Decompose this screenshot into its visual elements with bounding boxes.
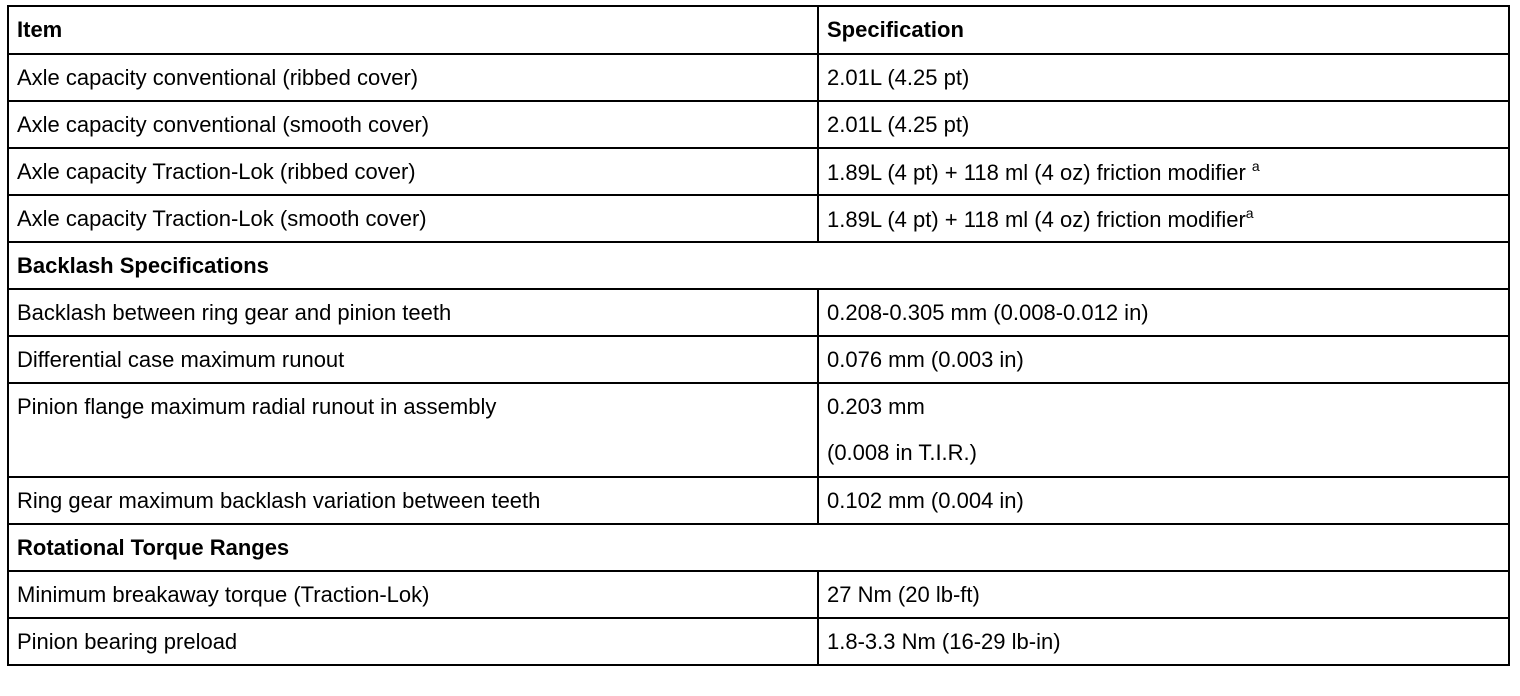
item-cell: Minimum breakaway torque (Traction-Lok): [8, 571, 818, 618]
item-cell: Axle capacity conventional (ribbed cover): [8, 54, 818, 101]
item-cell: Axle capacity Traction-Lok (smooth cover): [8, 195, 818, 242]
table-row: [8, 618, 1509, 665]
spec-text: 0.203 mm: [827, 394, 925, 419]
spec-text: 1.89L (4 pt) + 118 ml (4 oz) friction modifier: [827, 206, 1246, 232]
table-row: [8, 54, 1509, 101]
spec-cell: 1.8-3.3 Nm (16-29 lb-in): [818, 618, 1509, 665]
spec-cell: 0.076 mm (0.003 in): [818, 336, 1509, 383]
spec-text-secondary: (0.008 in T.I.R.): [827, 440, 977, 465]
table-row: [8, 195, 1509, 242]
item-cell: Differential case maximum runout: [8, 336, 818, 383]
column-header-specification: Specification: [818, 6, 1509, 54]
spec-cell: 27 Nm (20 lb-ft): [818, 571, 1509, 618]
item-cell: Axle capacity conventional (smooth cover): [8, 101, 818, 148]
spec-cell: 2.01L (4.25 pt): [818, 101, 1509, 148]
table-row: [8, 289, 1509, 336]
section-row: [8, 242, 1509, 289]
spec-cell: [818, 195, 1509, 242]
table-row: [8, 477, 1509, 524]
table-row: [8, 336, 1509, 383]
section-heading-backlash: Backlash Specifications: [8, 242, 1509, 289]
table-row: [8, 101, 1509, 148]
item-cell: Axle capacity Traction-Lok (ribbed cover): [8, 148, 818, 195]
spec-cell: [818, 383, 1509, 477]
spec-cell: 2.01L (4.25 pt): [818, 54, 1509, 101]
header-row: [8, 6, 1509, 54]
spec-cell: [818, 148, 1509, 195]
footnote-marker: a: [1245, 204, 1254, 221]
section-heading-rotational: Rotational Torque Ranges: [8, 524, 1509, 571]
item-cell: Pinion bearing preload: [8, 618, 818, 665]
section-row: [8, 524, 1509, 571]
item-text: Pinion flange maximum radial runout in assembly: [17, 394, 497, 419]
spec-cell: 0.102 mm (0.004 in): [818, 477, 1509, 524]
item-cell: Backlash between ring gear and pinion teeth: [8, 289, 818, 336]
item-cell: [8, 383, 818, 477]
item-cell: Ring gear maximum backlash variation between teeth: [8, 477, 818, 524]
spec-cell: 0.208-0.305 mm (0.008-0.012 in): [818, 289, 1509, 336]
specification-table: [7, 5, 1510, 666]
footnote-marker: a: [1251, 157, 1260, 174]
table-row: [8, 148, 1509, 195]
table-row: [8, 571, 1509, 618]
spec-text: 1.89L (4 pt) + 118 ml (4 oz) friction modifier: [827, 159, 1252, 185]
table-row: [8, 383, 1509, 477]
column-header-item: Item: [8, 6, 818, 54]
